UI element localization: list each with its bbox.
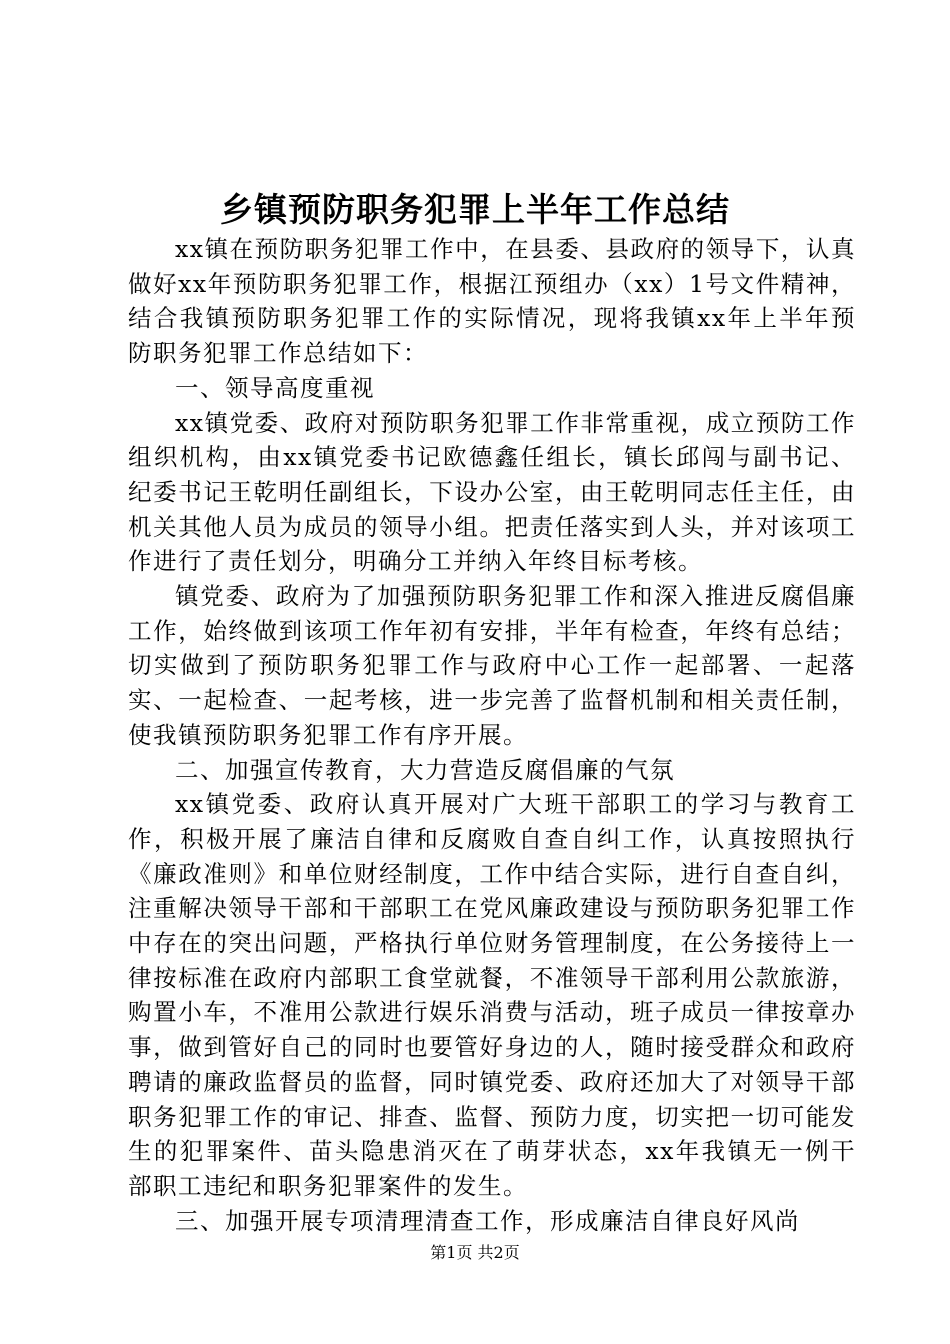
paragraph-education: xx镇党委、政府认真开展对广大班干部职工的学习与教育工作，积极开展了廉洁自律和反腐败自查自纠工作，认真按照执行《廉政准则》和单位财经制度，工作中结合实际，进行自查自纠，注重解决领导干部和干部职工在党风廉政建设与预防职务犯罪工作中存在的突出问题，严格执行单位财务管理制度，在公务接待上一律按标准在政府内部职工食堂就餐，不准领导干部利用公款旅游，购置小车，不准用公款进行娱乐消费与活动，班子成员一律按章办事，做到管好自己的同时也要管好身边的人，随时接受群众和政府聘请的廉政监督员的监督，同时镇党委、政府还加大了对领导干部职务犯罪工作的审记、排查、监督、预防力度，切实把一切可能发生的犯罪案件、苗头隐患消灭在了萌芽状态，xx年我镇无一例干部职工违纪和职务犯罪案件的发生。 xyxy=(128,790,856,1200)
section-heading-3: 三、加强开展专项清理清查工作，形成廉洁自律良好风尚 xyxy=(175,1206,800,1235)
document-title: 乡镇预防职务犯罪上半年工作总结 xyxy=(220,190,730,229)
page-number-footer: 第1页 共2页 xyxy=(430,1243,520,1262)
section-heading-1: 一、领导高度重视 xyxy=(175,373,375,402)
document-body xyxy=(128,232,856,1238)
paragraph-leadership: xx镇党委、政府对预防职务犯罪工作非常重视，成立预防工作组织机构，由xx镇党委书记欧德鑫任组长，镇长邱闯与副书记、纪委书记王乾明任副组长，下设办公室，由王乾明同志任主任，由机关其他人员为成员的领导小组。把责任落实到人头，并对该项工作进行了责任划分，明确分工并纳入年终目标考核。 xyxy=(128,408,856,576)
paragraph-intro: xx镇在预防职务犯罪工作中，在县委、县政府的领导下，认真做好xx年预防职务犯罪工作，根据江预组办（xx）1号文件精神，结合我镇预防职务犯罪工作的实际情况，现将我镇xx年上半年预防职务犯罪工作总结如下： xyxy=(128,235,856,368)
paragraph-arrangement: 镇党委、政府为了加强预防职务犯罪工作和深入推进反腐倡廉工作，始终做到该项工作年初有安排，半年有检查，年终有总结；切实做到了预防职务犯罪工作与政府中心工作一起部署、一起落实、一起检查、一起考核，进一步完善了监督机制和相关责任制，使我镇预防职务犯罪工作有序开展。 xyxy=(128,582,856,749)
section-heading-2: 二、加强宣传教育，大力营造反腐倡廉的气氛 xyxy=(175,755,675,784)
